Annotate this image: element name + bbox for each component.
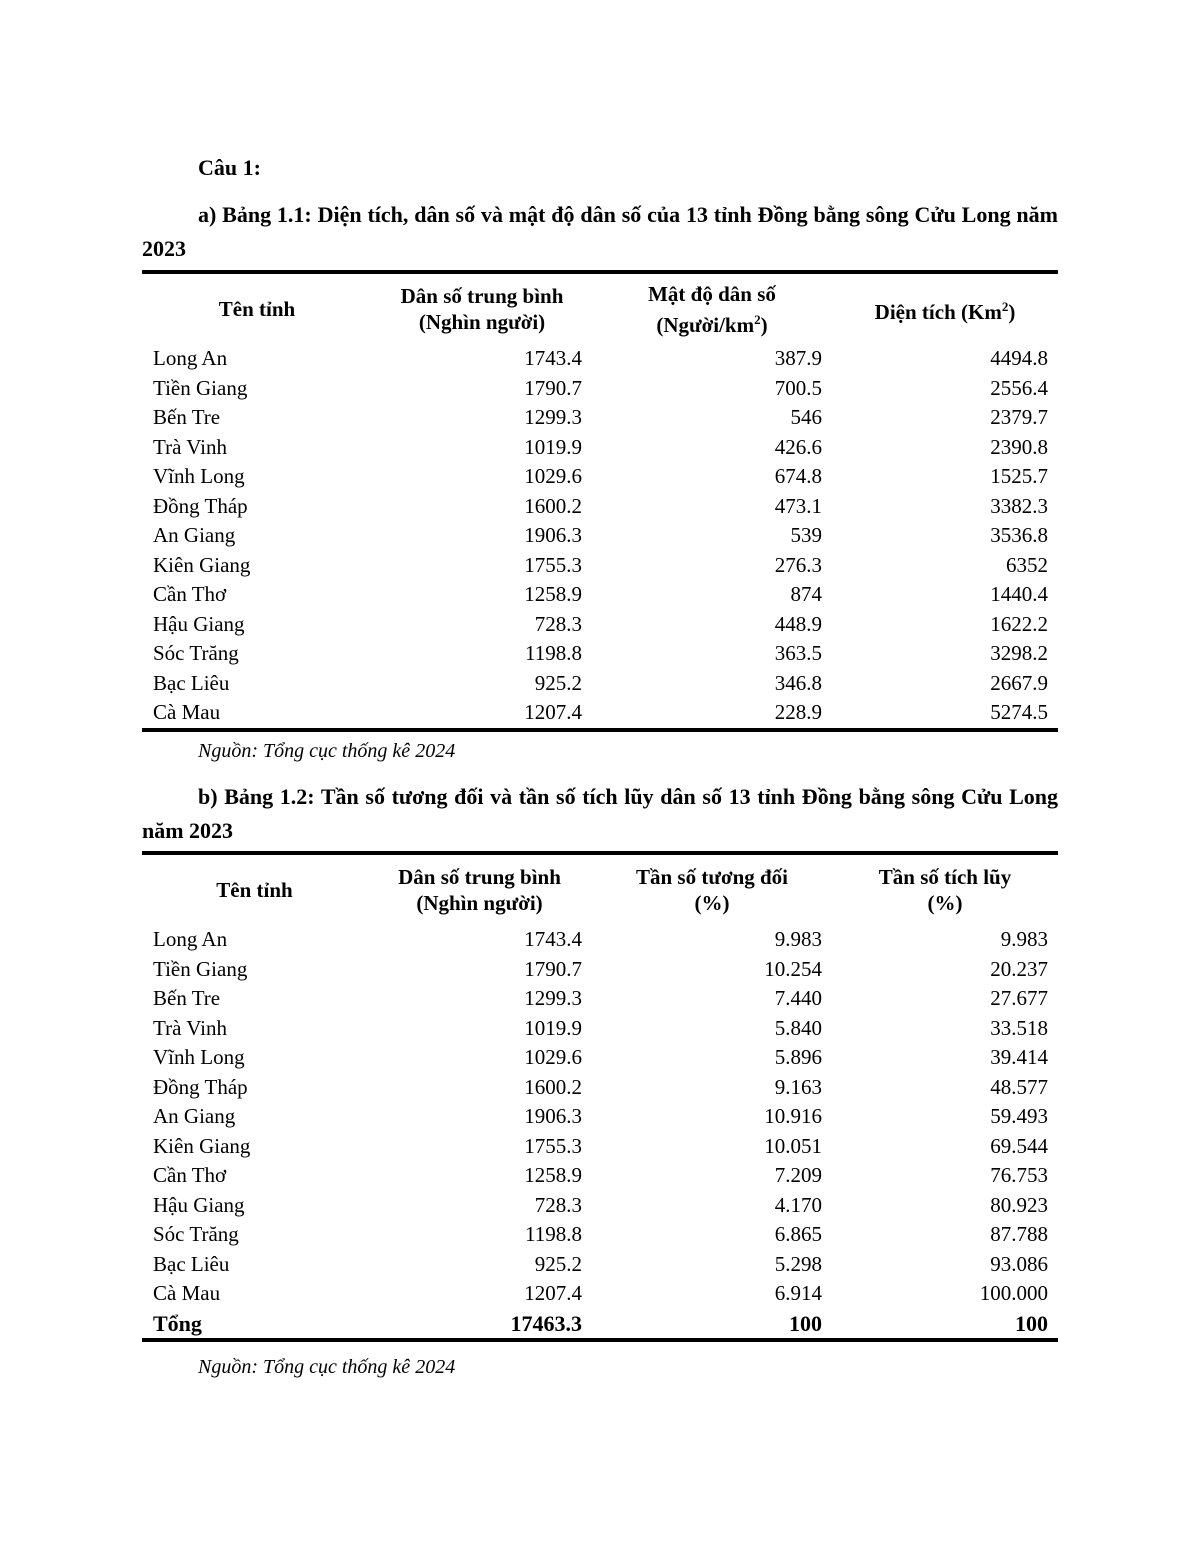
table-row xyxy=(142,955,1058,985)
province-name-cell: Tiền Giang xyxy=(153,956,248,981)
province-name-cell: Tiền Giang xyxy=(153,375,248,400)
area-cell: 2556.4 xyxy=(990,375,1048,400)
table-total-row xyxy=(142,1309,1058,1341)
table2-relative-cumulative-frequency xyxy=(142,851,1058,1342)
density-cell: 228.9 xyxy=(592,698,832,730)
density-cell: 276.3 xyxy=(774,552,822,577)
total-pop-cell: 17463.3 xyxy=(367,1309,592,1341)
table-row xyxy=(142,580,1058,610)
density-cell: 539 xyxy=(790,523,822,547)
table-row xyxy=(142,374,1058,404)
table-row xyxy=(142,521,1058,551)
pop-cell: 1600.2 xyxy=(524,1074,582,1099)
pop-cell: 1906.3 xyxy=(524,523,582,547)
pop-cell: 925.2 xyxy=(534,1251,582,1276)
density-cell: 473.1 xyxy=(774,493,822,518)
province-name-cell: Trà Vinh xyxy=(153,434,228,459)
pop-cell: 1299.3 xyxy=(524,405,582,429)
cum-cell: 33.518 xyxy=(990,1015,1048,1040)
area-cell: 1525.7 xyxy=(990,464,1048,488)
density-cell: 874 xyxy=(790,582,822,606)
pop-cell: 1029.6 xyxy=(524,1045,582,1069)
table1-area-population-density xyxy=(142,270,1058,732)
province-name-cell: Cần Thơ xyxy=(153,1163,227,1187)
area-cell: 2379.7 xyxy=(990,405,1048,429)
table-row xyxy=(142,1132,1058,1162)
table-row xyxy=(142,1279,1058,1309)
area-cell: 2390.8 xyxy=(990,434,1048,459)
province-name-cell: Cần Thơ xyxy=(153,582,227,606)
cum-cell: 100.000 xyxy=(979,1281,1048,1305)
table1-header-row xyxy=(142,272,1058,344)
table2-header-population: Dân số trung bình (Nghìn người) xyxy=(367,853,592,925)
table2-header-name: Tên tỉnh xyxy=(142,853,367,925)
pop-cell: 1299.3 xyxy=(524,986,582,1010)
rel-cell: 10.916 xyxy=(764,1104,822,1128)
pop-cell: 1258.9 xyxy=(524,582,582,606)
pop-cell: 1029.6 xyxy=(524,464,582,488)
province-name-cell: Bến Tre xyxy=(153,405,221,429)
table1-source-note: Nguồn: Tổng cục thống kê 2024 xyxy=(198,740,456,762)
table-row xyxy=(142,1073,1058,1103)
question-heading: Câu 1: xyxy=(198,155,261,180)
pop-cell: 1019.9 xyxy=(524,434,582,459)
density-cell: 546 xyxy=(790,405,822,429)
cum-cell: 59.493 xyxy=(990,1104,1048,1128)
table-row xyxy=(142,551,1058,581)
rel-cell: 4.170 xyxy=(774,1192,822,1217)
area-cell: 5274.5 xyxy=(832,698,1058,730)
area-cell: 6352 xyxy=(1006,552,1048,577)
table-row xyxy=(142,925,1058,955)
area-cell: 2667.9 xyxy=(990,670,1048,695)
table1-header-density: Mật độ dân số $(Người/km^2)$ xyxy=(592,272,832,344)
pop-cell: 1790.7 xyxy=(524,375,582,400)
pop-cell: 1198.8 xyxy=(525,1222,582,1246)
rel-cell: 6.865 xyxy=(774,1222,822,1246)
province-name-cell: Bến Tre xyxy=(153,986,221,1010)
rel-cell: 5.840 xyxy=(774,1015,822,1040)
province-name-cell: Sóc Trăng xyxy=(153,641,239,665)
pop-cell: 1755.3 xyxy=(524,552,582,577)
area-cell: 3298.2 xyxy=(990,641,1048,665)
pop-cell: 728.3 xyxy=(534,1192,582,1217)
pop-cell: 1258.9 xyxy=(524,1163,582,1187)
table1-caption: a) Bảng 1.1: Diện tích, dân số và mật độ dân số của 13 tỉnh Đồng bằng sông Cửu Long năm 2023 xyxy=(142,202,1058,261)
rel-cell: 9.163 xyxy=(774,1074,822,1099)
table1-body xyxy=(142,344,1058,730)
rel-cell: 10.254 xyxy=(764,956,822,981)
table-row xyxy=(142,1250,1058,1280)
table1-header-name: Tên tỉnh xyxy=(142,272,372,344)
area-cell: 4494.8 xyxy=(990,346,1048,370)
province-name-cell: Kiên Giang xyxy=(153,1133,251,1158)
province-name-cell: Đồng Tháp xyxy=(153,1074,248,1099)
cum-cell: 93.086 xyxy=(990,1251,1048,1276)
province-name-cell: An Giang xyxy=(153,1104,236,1128)
area-cell: 3536.8 xyxy=(990,523,1048,547)
pop-cell: 1790.7 xyxy=(524,956,582,981)
density-cell: 346.8 xyxy=(774,670,822,695)
province-name-cell: Kiên Giang xyxy=(153,552,251,577)
pop-cell: 925.2 xyxy=(534,670,582,695)
cum-cell: 48.577 xyxy=(990,1074,1048,1099)
pop-cell: 1207.4 xyxy=(524,1281,582,1305)
pop-cell: 1755.3 xyxy=(524,1133,582,1158)
pop-cell: 1600.2 xyxy=(524,493,582,518)
density-cell: 387.9 xyxy=(774,346,822,370)
province-name-cell: Vĩnh Long xyxy=(153,464,245,488)
province-name-cell: Cà Mau xyxy=(153,1281,221,1305)
table2-header-cumulative-frequency: Tần số tích lũy (%) xyxy=(832,853,1058,925)
province-name-cell: Hậu Giang xyxy=(153,1192,245,1217)
cum-cell: 39.414 xyxy=(990,1045,1048,1069)
cum-cell: 80.923 xyxy=(990,1192,1048,1217)
cum-cell: 27.677 xyxy=(990,986,1048,1010)
cum-cell: 69.544 xyxy=(990,1133,1048,1158)
table2-body xyxy=(142,925,1058,1340)
rel-cell: 5.298 xyxy=(774,1251,822,1276)
table-row xyxy=(142,344,1058,374)
table2-header-row xyxy=(142,853,1058,925)
table-row xyxy=(142,984,1058,1014)
area-cell: 1440.4 xyxy=(990,582,1048,606)
rel-cell: 7.209 xyxy=(774,1163,822,1187)
pop-cell: 1906.3 xyxy=(524,1104,582,1128)
province-name-cell: Sóc Trăng xyxy=(153,1222,239,1246)
pop-cell: 1198.8 xyxy=(525,641,582,665)
pop-cell: 1019.9 xyxy=(524,1015,582,1040)
pop-cell: 1207.4 xyxy=(372,698,592,730)
density-cell: 674.8 xyxy=(774,464,822,488)
province-name-cell: Trà Vinh xyxy=(153,1015,228,1040)
table-row xyxy=(142,1014,1058,1044)
province-name-cell: Đồng Tháp xyxy=(153,493,248,518)
cum-cell: 87.788 xyxy=(990,1222,1048,1246)
table-row xyxy=(142,462,1058,492)
table2-caption: b) Bảng 1.2: Tần số tương đối và tần số tích lũy dân số 13 tỉnh Đồng bằng sông Cửu Long năm 2023 xyxy=(142,784,1058,843)
table-row xyxy=(142,610,1058,640)
table-row xyxy=(142,492,1058,522)
area-cell: 1622.2 xyxy=(990,611,1048,636)
area-cell: 3382.3 xyxy=(990,493,1048,518)
pop-cell: 1743.4 xyxy=(524,927,582,951)
density-cell: 363.5 xyxy=(774,641,822,665)
province-name-cell: Bạc Liêu xyxy=(153,1251,230,1276)
table-row xyxy=(142,1102,1058,1132)
table1-header-area: Diện tích (Km$^2$) xyxy=(832,272,1058,344)
total-cum-cell: 100 xyxy=(832,1309,1058,1341)
province-name-cell: An Giang xyxy=(153,523,236,547)
density-cell: 700.5 xyxy=(774,375,822,400)
cum-cell: 9.983 xyxy=(1000,927,1048,951)
table2-source-note: Nguồn: Tổng cục thống kê 2024 xyxy=(198,1356,456,1378)
table2-header-relative-frequency: Tần số tương đối (%) xyxy=(592,853,832,925)
province-name-cell: Long An xyxy=(153,346,228,370)
total-name-cell: Tổng xyxy=(142,1309,367,1341)
province-name-cell: Bạc Liêu xyxy=(153,670,230,695)
cum-cell: 20.237 xyxy=(990,956,1048,981)
rel-cell: 6.914 xyxy=(774,1281,822,1305)
table-row xyxy=(142,698,1058,730)
table-row xyxy=(142,433,1058,463)
rel-cell: 5.896 xyxy=(774,1045,822,1069)
density-cell: 426.6 xyxy=(774,434,822,459)
rel-cell: 7.440 xyxy=(774,986,822,1010)
table-row xyxy=(142,1043,1058,1073)
table-row xyxy=(142,1191,1058,1221)
table-row xyxy=(142,403,1058,433)
table-row xyxy=(142,1161,1058,1191)
rel-cell: 10.051 xyxy=(764,1133,822,1158)
table-row xyxy=(142,669,1058,699)
table-row xyxy=(142,1220,1058,1250)
cum-cell: 76.753 xyxy=(990,1163,1048,1187)
province-name-cell: Cà Mau xyxy=(142,698,372,730)
province-name-cell: Long An xyxy=(153,927,228,951)
rel-cell: 9.983 xyxy=(774,927,822,951)
table1-header-population: Dân số trung bình (Nghìn người) xyxy=(372,272,592,344)
pop-cell: 728.3 xyxy=(534,611,582,636)
province-name-cell: Hậu Giang xyxy=(153,611,245,636)
density-cell: 448.9 xyxy=(774,611,822,636)
total-rel-cell: 100 xyxy=(592,1309,832,1341)
province-name-cell: Vĩnh Long xyxy=(153,1045,245,1069)
table-row xyxy=(142,639,1058,669)
pop-cell: 1743.4 xyxy=(524,346,582,370)
